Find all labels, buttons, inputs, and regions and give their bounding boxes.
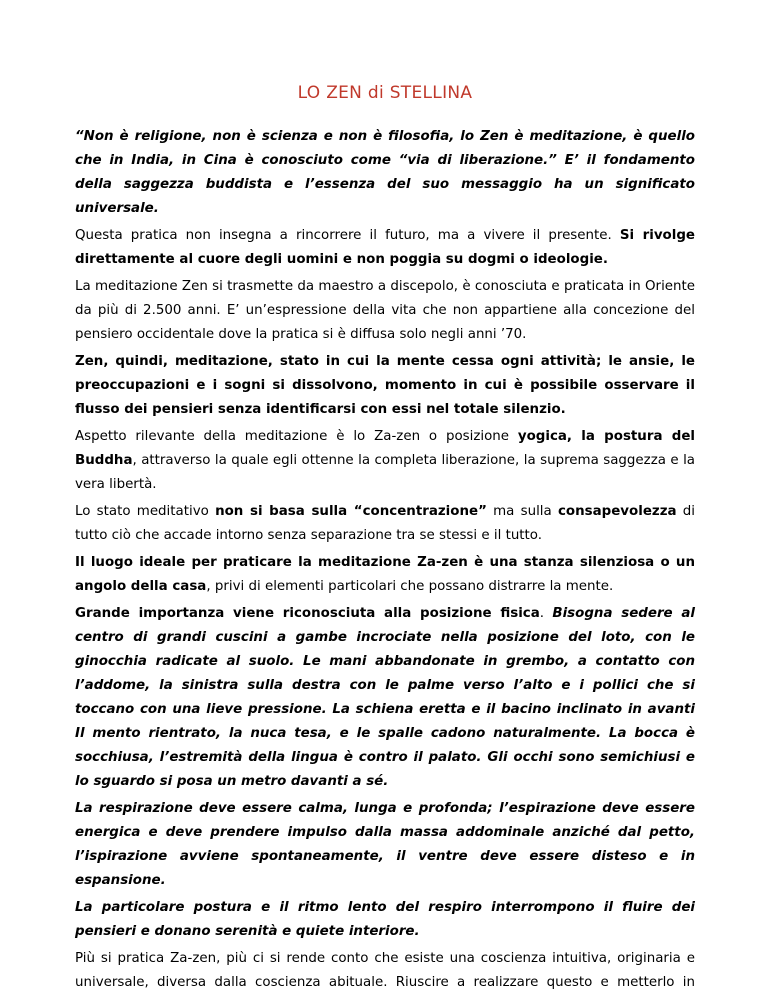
paragraph-meditative-bold: non si basa sulla “concentrazione” <box>215 504 487 519</box>
paragraph-zazen-rest: , attraverso la quale egli ottenne la completa liberazione, la suprema saggezza e la vera libertà. <box>75 453 695 492</box>
paragraph-posture <box>75 602 695 794</box>
paragraph-meditative-text: Lo stato meditativo <box>75 504 216 519</box>
paragraph-practice-text: Questa pratica non insegna a rincorrere il futuro, ma a vivere il presente. <box>75 228 620 243</box>
document-title: LO ZEN di STELLINA <box>297 83 473 103</box>
paragraph-practice <box>75 224 695 272</box>
paragraph-practice-more: Più si pratica Za-zen, più ci si rende conto che esiste una coscienza intuitiva, originaria e universale, diversa dalla coscienza abituale. Riuscire a realizzare questo e metterlo in <box>75 951 695 990</box>
paragraph-posture-bold: Grande importanza viene riconosciuta alla posizione fisica <box>75 606 540 621</box>
paragraph-breathing: La respirazione deve essere calma, lunga e profonda; l’espirazione deve essere energica e deve prendere impulso dalla massa addominale anziché dal petto, l’ispirazione avviene spontaneamente, il ventre deve essere disteso e in espansione. <box>75 801 695 888</box>
paragraph-meditative-state <box>75 500 695 548</box>
paragraph-meditative-mid: ma sulla <box>486 504 558 519</box>
paragraph-ideal-place-rest: , privi di elementi particolari che possano distrarre la mente. <box>206 579 614 594</box>
paragraph-posture-italic: Bisogna sedere al centro di grandi cuscini a gambe incrociate nella posizione del loto, con le ginocchia radicate al suolo. Le mani abbandonate in grembo, a contatto con l’addome, la sinistra sulla destra con le palme verso l’alto e i pollici che si toccano con una lieve pressione. La schiena eretta e il bacino inclinato in avanti Il mento rientrato, la nuca tesa, e le spalle cadono naturalmente. La bocca è socchiusa, l’estremità della lingua è contro il palato. Gli occhi sono semichiusi e lo sguardo si posa un metro davanti a sé. <box>75 606 695 789</box>
paragraph-transmission: La meditazione Zen si trasmette da maestro a discepolo, è conosciuta e praticata in Oriente da più di 2.500 anni. E’ un’espressione della vita che non appartiene alla concezione del pensiero occidentale dove la pratica si è diffusa solo negli anni ’70. <box>75 279 695 342</box>
paragraph-rhythm: La particolare postura e il ritmo lento del respiro interrompono il fluire dei pensieri e donano serenità e quiete interiore. <box>75 900 695 939</box>
paragraph-ideal-place <box>75 551 695 599</box>
document-page <box>75 78 695 998</box>
paragraph-zen-meditation: Zen, quindi, meditazione, stato in cui la mente cessa ogni attività; le ansie, le preoccupazioni e i sogni si dissolvono, momento in cui è possibile osservare il flusso dei pensieri senza identificarsi con essi nel totale silenzio. <box>75 354 695 417</box>
paragraph-meditative-awareness: consapevolezza <box>557 504 677 519</box>
paragraph-ideal-place-bold: Il luogo ideale per praticare la meditazione Za-zen è una stanza silenziosa o un angolo della casa <box>75 555 695 594</box>
paragraph-zazen-text: Aspetto rilevante della meditazione è lo Za-zen o posizione <box>75 429 518 444</box>
paragraph-posture-sep: . <box>539 606 553 621</box>
paragraph-zazen <box>75 425 695 497</box>
paragraph-zazen-bold: yogica, la postura del Buddha <box>75 429 695 468</box>
paragraph-intro: “Non è religione, non è scienza e non è filosofia, lo Zen è meditazione, è quello che in India, in Cina è conosciuto come “via di liberazione.” E’ il fondamento della saggezza buddista e l’essenza del suo messaggio ha un significato universale. <box>75 129 695 216</box>
paragraph-practice-bold: Si rivolge direttamente al cuore degli uomini e non poggia su dogmi o ideologie. <box>75 228 696 267</box>
paragraph-meditative-rest: di tutto ciò che accade intorno senza separazione tra se stessi e il tutto. <box>75 504 695 543</box>
